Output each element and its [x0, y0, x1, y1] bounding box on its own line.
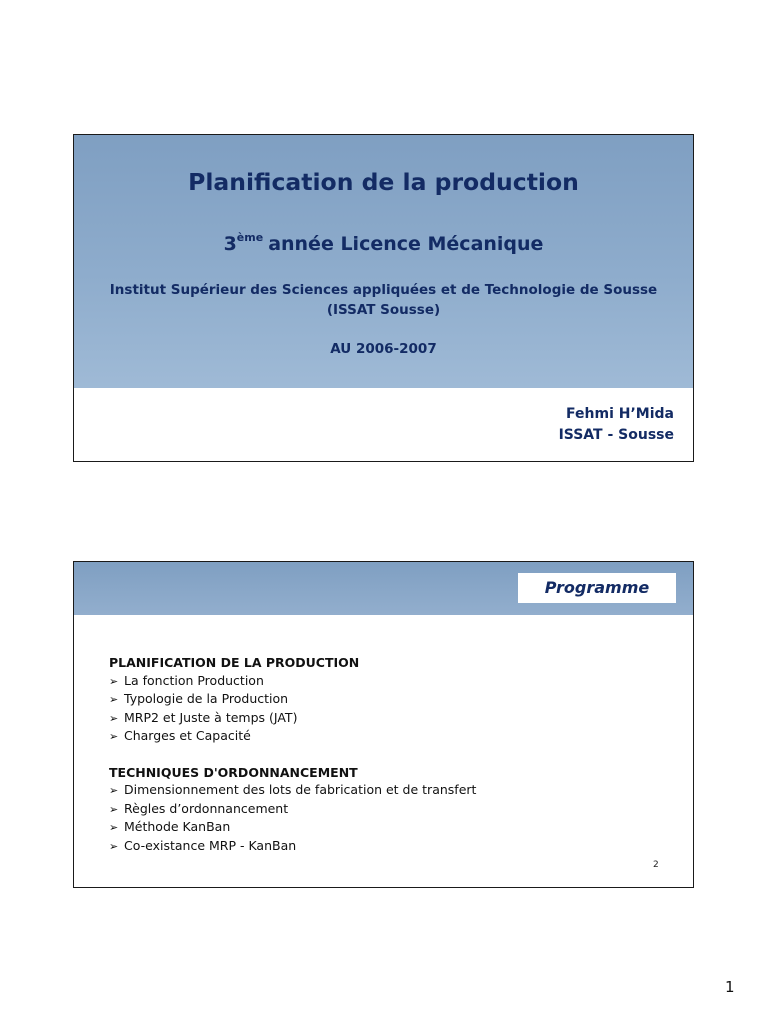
arrowhead-bullet-icon: ➢ — [109, 802, 119, 816]
title-slide — [73, 134, 694, 462]
course-level-text: année Licence Mécanique — [268, 233, 544, 255]
program-content — [109, 654, 476, 856]
section-spacer — [109, 746, 476, 764]
author-affiliation: ISSAT - Sousse — [558, 427, 674, 443]
list-item: ➢ MRP2 et Juste à temps (JAT) — [109, 709, 476, 728]
institute-line-2: (ISSAT Sousse) — [326, 302, 441, 318]
arrowhead-bullet-icon: ➢ — [109, 784, 119, 798]
arrowhead-bullet-icon: ➢ — [109, 674, 119, 688]
author-block — [559, 404, 674, 446]
arrowhead-bullet-icon: ➢ — [109, 730, 119, 744]
slide-number: 2 — [653, 860, 659, 870]
list-item: ➢ Typologie de la Production — [109, 690, 476, 709]
list-item: ➢ Charges et Capacité — [109, 727, 476, 746]
list-item: ➢ Dimensionnement des lots de fabrication et de transfert — [109, 781, 476, 800]
academic-year: AU 2006-2007 — [330, 341, 437, 357]
author-name: Fehmi H’Mida — [566, 406, 674, 422]
list-item: ➢ Méthode KanBan — [109, 818, 476, 837]
institute-line-1: Institut Supérieur des Sciences appliquées et de Technologie de Sousse — [109, 282, 658, 298]
arrowhead-bullet-icon: ➢ — [109, 821, 119, 835]
course-level-superscript: ème — [236, 231, 264, 244]
course-level — [74, 231, 693, 255]
section-heading: PLANIFICATION DE LA PRODUCTION — [109, 655, 360, 670]
section-tag: Programme — [518, 573, 676, 603]
presentation-title: Planification de la production — [188, 168, 579, 196]
page-number: 1 — [725, 978, 735, 996]
course-level-number: 3 — [223, 233, 237, 255]
list-item: ➢ La fonction Production — [109, 672, 476, 691]
arrowhead-bullet-icon: ➢ — [109, 839, 119, 853]
arrowhead-bullet-icon: ➢ — [109, 711, 119, 725]
institute-name — [74, 280, 693, 320]
arrowhead-bullet-icon: ➢ — [109, 693, 119, 707]
list-item: ➢ Co-existance MRP - KanBan — [109, 837, 476, 856]
list-item: ➢ Règles d’ordonnancement — [109, 800, 476, 819]
program-slide — [73, 561, 694, 888]
section-heading: TECHNIQUES D'ORDONNANCEMENT — [109, 764, 358, 780]
